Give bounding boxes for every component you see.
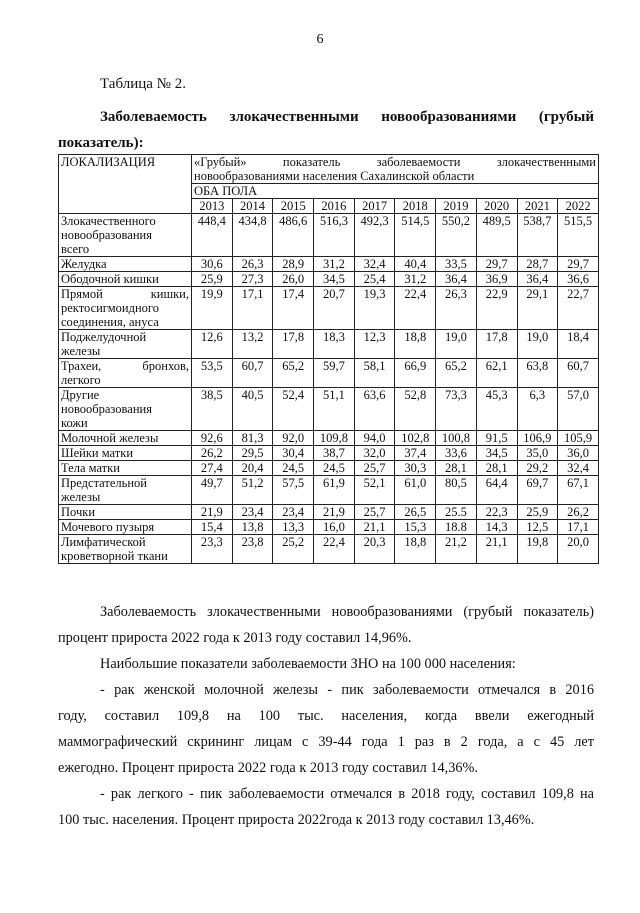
table-row [59, 446, 599, 461]
localization-line: Молочной железы [61, 431, 159, 445]
localization-line: Тела матки [61, 461, 120, 475]
value-cell: 31,2 [395, 272, 436, 287]
heading-word: новообразованиями [381, 109, 517, 125]
indicator-description-line: «Грубый» показатель заболеваемости злокачественными [194, 155, 596, 169]
page-number: 6 [316, 32, 324, 47]
value-cell: 63,8 [517, 359, 558, 388]
value-cell: 26,2 [192, 446, 233, 461]
value-cell: 52,4 [273, 388, 314, 431]
value-cell: 34,5 [314, 272, 355, 287]
value-cell: 28,7 [517, 257, 558, 272]
value-cell: 14,3 [476, 520, 517, 535]
value-cell: 109,8 [314, 431, 355, 446]
value-cell: 22,4 [395, 287, 436, 330]
paragraph-lung-line1: - рак легкого - пик заболеваемости отмечался в 2018 году, составил 109,8 на [100, 786, 594, 802]
table-body [59, 155, 599, 564]
table-row [59, 388, 599, 431]
value-cell: 486,6 [273, 214, 314, 257]
value-cell: 63,6 [354, 388, 395, 431]
localization-line: ректосигмоидного [61, 301, 159, 315]
value-cell: 29,7 [558, 257, 599, 272]
value-cell: 61,0 [395, 476, 436, 505]
year-header: 2022 [558, 199, 599, 214]
year-header: 2017 [354, 199, 395, 214]
value-cell: 32,4 [354, 257, 395, 272]
value-cell: 27,4 [192, 461, 233, 476]
value-cell: 38,7 [314, 446, 355, 461]
value-cell: 36,4 [517, 272, 558, 287]
table-row [59, 287, 599, 330]
localization-line: всего [61, 242, 90, 256]
value-cell: 18,8 [395, 535, 436, 564]
value-cell: 65,2 [436, 359, 477, 388]
localization-line: Злокачественного [61, 214, 156, 228]
value-cell: 106,9 [517, 431, 558, 446]
value-cell: 21,1 [354, 520, 395, 535]
year-header: 2019 [436, 199, 477, 214]
table-row [59, 272, 599, 287]
value-cell: 17,1 [558, 520, 599, 535]
table-header-row [59, 155, 599, 184]
localization-line: Трахеи, бронхов, [61, 359, 189, 373]
localization-cell [59, 272, 192, 287]
indicator-description-line: новообразованиями населения Сахалинской области [194, 169, 475, 183]
value-cell: 51,1 [314, 388, 355, 431]
value-cell: 21,1 [476, 535, 517, 564]
value-cell: 20,3 [354, 535, 395, 564]
heading-line-2: показатель): [58, 135, 144, 151]
value-cell: 19,3 [354, 287, 395, 330]
table-row [59, 359, 599, 388]
localization-line: железы [61, 490, 101, 504]
value-cell: 25,7 [354, 461, 395, 476]
value-cell: 57,0 [558, 388, 599, 431]
value-cell: 105,9 [558, 431, 599, 446]
value-cell: 434,8 [232, 214, 273, 257]
paragraph-line: Заболеваемость злокачественными новообразованиями (грубый показатель) [100, 604, 594, 620]
value-cell: 30,4 [273, 446, 314, 461]
year-header: 2018 [395, 199, 436, 214]
year-header: 2021 [517, 199, 558, 214]
table-row [59, 505, 599, 520]
value-cell: 37,4 [395, 446, 436, 461]
value-cell: 29,5 [232, 446, 273, 461]
paragraph-breast-line1: - рак женской молочной железы - пик заболеваемости отмечался в 2016 [100, 682, 594, 698]
value-cell: 492,3 [354, 214, 395, 257]
value-cell: 21,9 [314, 505, 355, 520]
value-cell: 29,2 [517, 461, 558, 476]
value-cell: 21,2 [436, 535, 477, 564]
value-cell: 18,4 [558, 330, 599, 359]
value-cell: 33,5 [436, 257, 477, 272]
value-cell: 29,1 [517, 287, 558, 330]
value-cell: 17,8 [476, 330, 517, 359]
value-cell: 22,7 [558, 287, 599, 330]
year-header: 2020 [476, 199, 517, 214]
value-cell: 26,2 [558, 505, 599, 520]
value-cell: 13,2 [232, 330, 273, 359]
value-cell: 57,5 [273, 476, 314, 505]
value-cell: 18,3 [314, 330, 355, 359]
value-cell: 73,3 [436, 388, 477, 431]
incidence-table [58, 154, 599, 564]
value-cell: 52,1 [354, 476, 395, 505]
value-cell: 514,5 [395, 214, 436, 257]
value-cell: 23,4 [232, 505, 273, 520]
localization-line: Желудка [61, 257, 107, 271]
localization-cell [59, 214, 192, 257]
localization-cell [59, 476, 192, 505]
table-row [59, 535, 599, 564]
localization-line: Предстательной [61, 476, 147, 490]
localization-line: Шейки матки [61, 446, 134, 460]
value-cell: 23,3 [192, 535, 233, 564]
heading-word: (грубый [538, 109, 594, 125]
localization-line: Ободочной кишки [61, 272, 159, 286]
value-cell: 22,9 [476, 287, 517, 330]
sex-header: ОБА ПОЛА [192, 184, 599, 199]
value-cell: 21,9 [192, 505, 233, 520]
value-cell: 13,3 [273, 520, 314, 535]
paragraph-summary [58, 599, 594, 625]
value-cell: 100,8 [436, 431, 477, 446]
value-cell: 448,4 [192, 214, 233, 257]
value-cell: 25,4 [354, 272, 395, 287]
localization-line: новообразования [61, 228, 152, 242]
value-cell: 25,9 [517, 505, 558, 520]
value-cell: 81,3 [232, 431, 273, 446]
localization-line: кроветворной ткани [61, 549, 168, 563]
value-cell: 28,1 [476, 461, 517, 476]
value-cell: 19,8 [517, 535, 558, 564]
value-cell: 92,0 [273, 431, 314, 446]
value-cell: 27,3 [232, 272, 273, 287]
value-cell: 32,0 [354, 446, 395, 461]
paragraph-breast-line3: маммографический скрининг лицам с 39-44 года 1 раз в 2 года, а с 45 лет [58, 734, 594, 750]
value-cell: 66,9 [395, 359, 436, 388]
value-cell: 20,0 [558, 535, 599, 564]
heading-line-1 [100, 104, 594, 130]
value-cell: 65,2 [273, 359, 314, 388]
value-cell: 12,5 [517, 520, 558, 535]
value-cell: 53,5 [192, 359, 233, 388]
value-cell: 23,4 [273, 505, 314, 520]
localization-line: железы [61, 344, 101, 358]
value-cell: 61,9 [314, 476, 355, 505]
value-cell: 22,4 [314, 535, 355, 564]
value-cell: 34,5 [476, 446, 517, 461]
value-cell: 33,6 [436, 446, 477, 461]
value-cell: 49,7 [192, 476, 233, 505]
table-row [59, 461, 599, 476]
value-cell: 67,1 [558, 476, 599, 505]
value-cell: 59,7 [314, 359, 355, 388]
paragraph-breast-line4: ежегодно. Процент прироста 2022 года к 2013 году составил 14,36%. [58, 760, 478, 776]
value-cell: 40,5 [232, 388, 273, 431]
value-cell: 25,9 [192, 272, 233, 287]
table-row [59, 257, 599, 272]
value-cell: 51,2 [232, 476, 273, 505]
value-cell: 36,6 [558, 272, 599, 287]
value-cell: 69,7 [517, 476, 558, 505]
table-heading [58, 104, 594, 156]
value-cell: 20,7 [314, 287, 355, 330]
value-cell: 489,5 [476, 214, 517, 257]
table-row [59, 520, 599, 535]
localization-line: Прямой кишки, [61, 287, 189, 301]
table-row [59, 330, 599, 359]
value-cell: 60,7 [558, 359, 599, 388]
value-cell: 58,1 [354, 359, 395, 388]
localization-cell [59, 446, 192, 461]
year-header: 2016 [314, 199, 355, 214]
value-cell: 26,0 [273, 272, 314, 287]
value-cell: 31,2 [314, 257, 355, 272]
localization-cell [59, 330, 192, 359]
paragraph-highest: Наибольшие показатели заболеваемости ЗНО на 100 000 населения: [100, 656, 516, 672]
value-cell: 25,2 [273, 535, 314, 564]
value-cell: 19,9 [192, 287, 233, 330]
value-cell: 32,4 [558, 461, 599, 476]
paragraph-summary-cont: процент прироста 2022 года к 2013 году составил 14,96%. [58, 630, 412, 646]
value-cell: 25,7 [354, 505, 395, 520]
value-cell: 12,6 [192, 330, 233, 359]
value-cell: 515,5 [558, 214, 599, 257]
value-cell: 16,0 [314, 520, 355, 535]
value-cell: 91,5 [476, 431, 517, 446]
value-cell: 13,8 [232, 520, 273, 535]
value-cell: 15,3 [395, 520, 436, 535]
localization-line: Поджелудочной [61, 330, 147, 344]
value-cell: 12,3 [354, 330, 395, 359]
heading-word: злокачественными [229, 109, 359, 125]
value-cell: 19,0 [436, 330, 477, 359]
value-cell: 28,1 [436, 461, 477, 476]
value-cell: 52,8 [395, 388, 436, 431]
localization-cell [59, 535, 192, 564]
localization-line: кожи [61, 416, 88, 430]
value-cell: 550,2 [436, 214, 477, 257]
localization-cell [59, 505, 192, 520]
value-cell: 26,3 [232, 257, 273, 272]
localization-cell [59, 388, 192, 431]
value-cell: 60,7 [232, 359, 273, 388]
table-row [59, 431, 599, 446]
value-cell: 15,4 [192, 520, 233, 535]
value-cell: 17,4 [273, 287, 314, 330]
value-cell: 18,8 [395, 330, 436, 359]
indicator-description [192, 155, 599, 184]
value-cell: 36,9 [476, 272, 517, 287]
table-row [59, 214, 599, 257]
value-cell: 30,6 [192, 257, 233, 272]
value-cell: 94,0 [354, 431, 395, 446]
localization-line: Почки [61, 505, 96, 519]
value-cell: 6,3 [517, 388, 558, 431]
value-cell: 80,5 [436, 476, 477, 505]
value-cell: 102,8 [395, 431, 436, 446]
value-cell: 24,5 [314, 461, 355, 476]
localization-line: Другие [61, 388, 100, 402]
value-cell: 17,1 [232, 287, 273, 330]
localization-line: легкого [61, 373, 101, 387]
value-cell: 64,4 [476, 476, 517, 505]
value-cell: 26,5 [395, 505, 436, 520]
value-cell: 19,0 [517, 330, 558, 359]
localization-line: Мочевого пузыря [61, 520, 155, 534]
heading-word: Заболеваемость [100, 109, 207, 125]
value-cell: 17,8 [273, 330, 314, 359]
paragraph-breast-line2: году, составил 109,8 на 100 тыс. населения, когда ввели ежегодный [58, 708, 594, 724]
value-cell: 18.8 [436, 520, 477, 535]
year-header: 2015 [273, 199, 314, 214]
value-cell: 538,7 [517, 214, 558, 257]
localization-cell [59, 461, 192, 476]
value-cell: 40,4 [395, 257, 436, 272]
value-cell: 22,3 [476, 505, 517, 520]
value-cell: 38,5 [192, 388, 233, 431]
table-caption: Таблица № 2. [100, 76, 186, 92]
year-header: 2014 [232, 199, 273, 214]
value-cell: 24,5 [273, 461, 314, 476]
localization-cell [59, 287, 192, 330]
value-cell: 62,1 [476, 359, 517, 388]
paragraph-lung-line2: 100 тыс. населения. Процент прироста 2022года к 2013 году составил 13,46%. [58, 812, 535, 828]
value-cell: 20,4 [232, 461, 273, 476]
localization-cell [59, 257, 192, 272]
value-cell: 45,3 [476, 388, 517, 431]
localization-line: Лимфатической [61, 535, 146, 549]
value-cell: 35,0 [517, 446, 558, 461]
localization-line: соединения, ануса [61, 315, 159, 329]
value-cell: 26,3 [436, 287, 477, 330]
value-cell: 30,3 [395, 461, 436, 476]
localization-header: ЛОКАЛИЗАЦИЯ [59, 155, 192, 214]
value-cell: 36,0 [558, 446, 599, 461]
value-cell: 28,9 [273, 257, 314, 272]
localization-line: новообразования [61, 402, 152, 416]
localization-cell [59, 359, 192, 388]
value-cell: 23,8 [232, 535, 273, 564]
value-cell: 29,7 [476, 257, 517, 272]
value-cell: 92,6 [192, 431, 233, 446]
value-cell: 516,3 [314, 214, 355, 257]
localization-cell [59, 520, 192, 535]
localization-cell [59, 431, 192, 446]
value-cell: 25.5 [436, 505, 477, 520]
value-cell: 36,4 [436, 272, 477, 287]
table-row [59, 476, 599, 505]
year-header: 2013 [192, 199, 233, 214]
